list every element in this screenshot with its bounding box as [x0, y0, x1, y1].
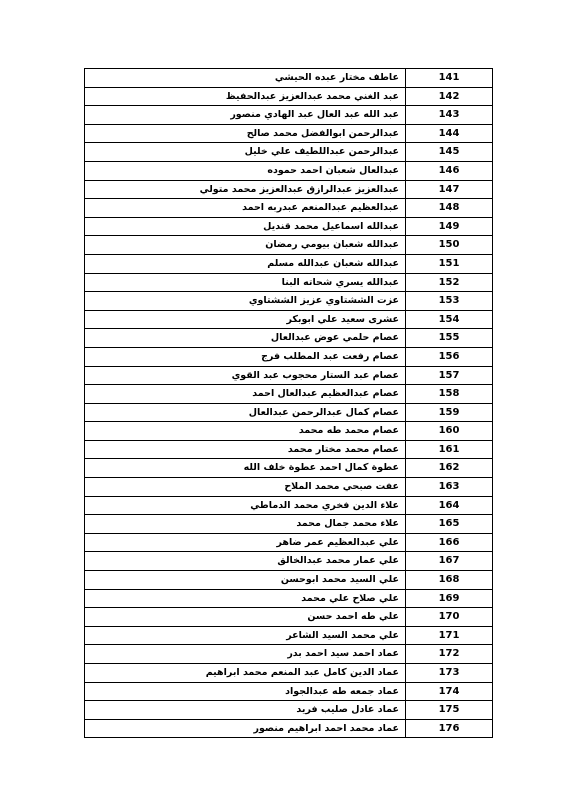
row-name-cell: علي عمار محمد عبدالخالق [85, 552, 406, 571]
table-row [85, 515, 493, 534]
names-list-table [84, 68, 493, 738]
row-name-cell: عطوة كمال احمد عطوة خلف الله [85, 459, 406, 478]
row-name-cell: عصام حلمي عوض عبدالعال [85, 329, 406, 348]
table-row [85, 199, 493, 218]
row-number-cell: 164 [406, 496, 493, 515]
table-row [85, 719, 493, 738]
row-name-cell: علي محمد السيد الشاعر [85, 626, 406, 645]
table-row [85, 701, 493, 720]
row-name-cell: علي عبدالعظيم عمر ضاهر [85, 533, 406, 552]
row-number-cell: 160 [406, 422, 493, 441]
table-row [85, 273, 493, 292]
row-number-cell: 144 [406, 124, 493, 143]
row-name-cell: عشرى سعيد علي ابوبكر [85, 310, 406, 329]
row-number-cell: 156 [406, 347, 493, 366]
row-number-cell: 150 [406, 236, 493, 255]
table-row [85, 478, 493, 497]
table-row [85, 533, 493, 552]
table-row [85, 180, 493, 199]
names-list-table-container [84, 68, 484, 738]
row-number-cell: 171 [406, 626, 493, 645]
row-number-cell: 166 [406, 533, 493, 552]
table-row [85, 589, 493, 608]
row-number-cell: 142 [406, 87, 493, 106]
table-row [85, 459, 493, 478]
table-row [85, 236, 493, 255]
row-number-cell: 169 [406, 589, 493, 608]
row-name-cell: عبدالله شعبان عبدالله مسلم [85, 254, 406, 273]
table-body [85, 69, 493, 738]
row-number-cell: 146 [406, 161, 493, 180]
table-row [85, 254, 493, 273]
table-row [85, 645, 493, 664]
row-name-cell: عبدالرحمن عبداللطيف علي خليل [85, 143, 406, 162]
row-name-cell: عصام كمال عبدالرحمن عبدالعال [85, 403, 406, 422]
row-number-cell: 168 [406, 571, 493, 590]
table-row [85, 124, 493, 143]
row-number-cell: 175 [406, 701, 493, 720]
row-number-cell: 159 [406, 403, 493, 422]
table-row [85, 87, 493, 106]
row-name-cell: عبدالرحمن ابوالفضل محمد صالح [85, 124, 406, 143]
row-name-cell: عبدالعال شعبان احمد حموده [85, 161, 406, 180]
row-name-cell: عماد عادل صليب فريد [85, 701, 406, 720]
row-name-cell: عصام عبد الستار محجوب عبد القوي [85, 366, 406, 385]
row-number-cell: 145 [406, 143, 493, 162]
row-number-cell: 163 [406, 478, 493, 497]
row-name-cell: عاطف مختار عبده الحيشي [85, 69, 406, 88]
row-name-cell: عصام رفعت عبد المطلب فرج [85, 347, 406, 366]
row-number-cell: 172 [406, 645, 493, 664]
row-number-cell: 141 [406, 69, 493, 88]
table-row [85, 664, 493, 683]
row-number-cell: 167 [406, 552, 493, 571]
row-number-cell: 161 [406, 440, 493, 459]
row-number-cell: 143 [406, 106, 493, 125]
table-row [85, 161, 493, 180]
row-number-cell: 158 [406, 385, 493, 404]
row-name-cell: عصام عبدالعظيم عبدالعال احمد [85, 385, 406, 404]
table-row [85, 217, 493, 236]
row-name-cell: عفت صبحي محمد الملاح [85, 478, 406, 497]
table-row [85, 682, 493, 701]
row-name-cell: عبدالعزيز عبدالرازق عبدالعزيز محمد متولي [85, 180, 406, 199]
row-name-cell: عماد الدين كامل عبد المنعم محمد ابراهيم [85, 664, 406, 683]
row-number-cell: 157 [406, 366, 493, 385]
table-row [85, 496, 493, 515]
row-number-cell: 153 [406, 292, 493, 311]
row-name-cell: عماد محمد احمد ابراهيم منصور [85, 719, 406, 738]
table-row [85, 440, 493, 459]
table-row [85, 626, 493, 645]
row-name-cell: عبد الغني محمد عبدالعزيز عبدالحفيظ [85, 87, 406, 106]
row-name-cell: علي طه احمد حسن [85, 608, 406, 627]
table-row [85, 385, 493, 404]
row-number-cell: 155 [406, 329, 493, 348]
row-name-cell: علي صلاح علي محمد [85, 589, 406, 608]
table-row [85, 292, 493, 311]
row-name-cell: عبدالله شعبان بيومي رمضان [85, 236, 406, 255]
row-name-cell: عزت الششتاوي عزيز الششتاوي [85, 292, 406, 311]
row-number-cell: 148 [406, 199, 493, 218]
row-number-cell: 151 [406, 254, 493, 273]
table-row [85, 347, 493, 366]
table-row [85, 106, 493, 125]
row-number-cell: 149 [406, 217, 493, 236]
row-name-cell: علاء الدين فخري محمد الدماطي [85, 496, 406, 515]
row-name-cell: عماد احمد سيد احمد بدر [85, 645, 406, 664]
row-number-cell: 154 [406, 310, 493, 329]
row-name-cell: عبدالعظيم عبدالمنعم عبدربه احمد [85, 199, 406, 218]
row-name-cell: عبد الله عبد العال عبد الهادي منصور [85, 106, 406, 125]
row-name-cell: عصام محمد مختار محمد [85, 440, 406, 459]
table-row [85, 552, 493, 571]
row-name-cell: عماد جمعه طه عبدالجواد [85, 682, 406, 701]
row-number-cell: 170 [406, 608, 493, 627]
table-row [85, 69, 493, 88]
table-row [85, 422, 493, 441]
table-row [85, 366, 493, 385]
table-row [85, 329, 493, 348]
row-name-cell: عبدالله اسماعيل محمد قنديل [85, 217, 406, 236]
row-name-cell: علاء محمد جمال محمد [85, 515, 406, 534]
row-name-cell: عبدالله يسري شحاته البنا [85, 273, 406, 292]
row-name-cell: علي السيد محمد ابوحسن [85, 571, 406, 590]
table-row [85, 571, 493, 590]
table-row [85, 310, 493, 329]
row-number-cell: 162 [406, 459, 493, 478]
row-number-cell: 174 [406, 682, 493, 701]
table-row [85, 608, 493, 627]
row-number-cell: 147 [406, 180, 493, 199]
row-number-cell: 165 [406, 515, 493, 534]
row-name-cell: عصام محمد طه محمد [85, 422, 406, 441]
table-row [85, 143, 493, 162]
row-number-cell: 176 [406, 719, 493, 738]
row-number-cell: 173 [406, 664, 493, 683]
row-number-cell: 152 [406, 273, 493, 292]
table-row [85, 403, 493, 422]
